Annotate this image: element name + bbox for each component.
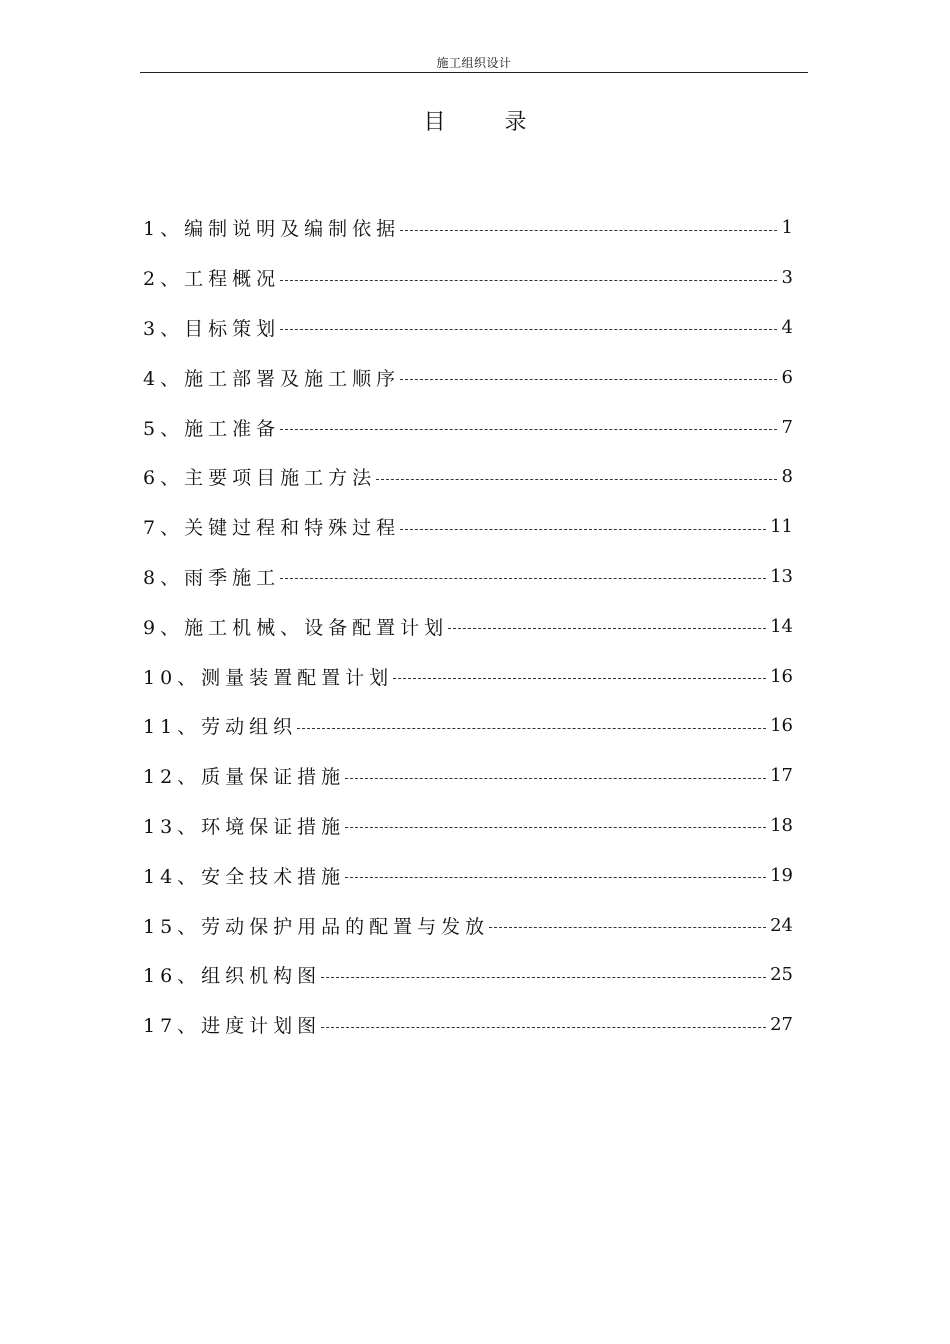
toc-leader-dashes — [280, 577, 766, 579]
toc-entry-page: 14 — [770, 615, 793, 637]
toc-entry-page: 4 — [781, 316, 793, 338]
toc-leader-dashes — [297, 727, 766, 729]
toc-entry[interactable] — [143, 950, 793, 1000]
toc-entry[interactable] — [143, 552, 793, 602]
toc-entry-label: 2、工程概况 — [143, 268, 281, 291]
toc-leader-dashes — [345, 876, 766, 878]
toc-entry-page: 3 — [781, 267, 793, 289]
toc-entry[interactable] — [143, 502, 793, 552]
toc-entry-label: 11、劳动组织 — [143, 716, 298, 739]
toc-entry-page: 7 — [781, 416, 793, 438]
table-of-contents — [143, 203, 793, 1050]
toc-entry[interactable] — [143, 452, 793, 502]
page-header: 施工组织设计 — [140, 54, 808, 73]
toc-leader-dashes — [393, 677, 766, 679]
toc-entry[interactable] — [143, 701, 793, 751]
toc-entry-label: 7、关键过程和特殊过程 — [143, 517, 401, 540]
toc-entry[interactable] — [143, 1000, 793, 1050]
toc-entry[interactable] — [143, 751, 793, 801]
toc-entry-label: 14、安全技术措施 — [143, 865, 346, 888]
toc-entry-label: 12、质量保证措施 — [143, 766, 346, 789]
toc-entry-page: 6 — [781, 366, 793, 388]
toc-leader-dashes — [280, 428, 777, 430]
toc-leader-dashes — [321, 976, 766, 978]
toc-leader-dashes — [376, 478, 777, 480]
toc-entry-page: 13 — [770, 565, 793, 587]
toc-entry-label: 1、编制说明及编制依据 — [143, 218, 401, 241]
toc-entry-page: 24 — [770, 914, 793, 936]
toc-leader-dashes — [400, 378, 777, 380]
toc-entry[interactable] — [143, 801, 793, 851]
toc-leader-dashes — [280, 328, 777, 330]
toc-entry[interactable] — [143, 850, 793, 900]
toc-entry-page: 16 — [770, 715, 793, 737]
toc-entry-page: 19 — [770, 864, 793, 886]
toc-entry-label: 17、进度计划图 — [143, 1015, 322, 1038]
toc-entry[interactable] — [143, 203, 793, 253]
toc-entry-page: 16 — [770, 665, 793, 687]
toc-entry[interactable] — [143, 303, 793, 353]
toc-entry-page: 18 — [770, 814, 793, 836]
toc-leader-dashes — [400, 229, 777, 231]
toc-leader-dashes — [448, 627, 766, 629]
toc-entry[interactable] — [143, 253, 793, 303]
toc-leader-dashes — [280, 279, 777, 281]
toc-entry-label: 3、目标策划 — [143, 317, 281, 340]
toc-entry-label: 16、组织机构图 — [143, 965, 322, 988]
toc-entry-page: 1 — [781, 217, 793, 239]
toc-entry[interactable] — [143, 651, 793, 701]
toc-leader-dashes — [321, 1026, 766, 1028]
toc-entry-label: 10、测量装置配置计划 — [143, 666, 394, 689]
toc-entry-label: 15、劳动保护用品的配置与发放 — [143, 915, 490, 938]
toc-entry-label: 9、施工机械、设备配置计划 — [143, 616, 449, 639]
toc-entry[interactable] — [143, 402, 793, 452]
toc-entry-page: 17 — [770, 765, 793, 787]
toc-entry[interactable] — [143, 900, 793, 950]
toc-entry-page: 25 — [770, 964, 793, 986]
toc-leader-dashes — [345, 826, 766, 828]
toc-entry-label: 4、施工部署及施工顺序 — [143, 367, 401, 390]
page-title: 目 录 — [423, 110, 553, 135]
toc-leader-dashes — [400, 528, 766, 530]
toc-entry-page: 8 — [781, 466, 793, 488]
toc-entry-page: 27 — [770, 1014, 793, 1036]
toc-entry[interactable] — [143, 352, 793, 402]
toc-entry-label: 13、环境保证措施 — [143, 815, 346, 838]
toc-entry-label: 6、主要项目施工方法 — [143, 467, 377, 490]
toc-leader-dashes — [489, 926, 766, 928]
toc-entry-page: 11 — [770, 516, 793, 538]
toc-leader-dashes — [345, 777, 766, 779]
toc-entry-label: 8、雨季施工 — [143, 566, 281, 589]
toc-entry-label: 5、施工准备 — [143, 417, 281, 440]
toc-entry[interactable] — [143, 601, 793, 651]
